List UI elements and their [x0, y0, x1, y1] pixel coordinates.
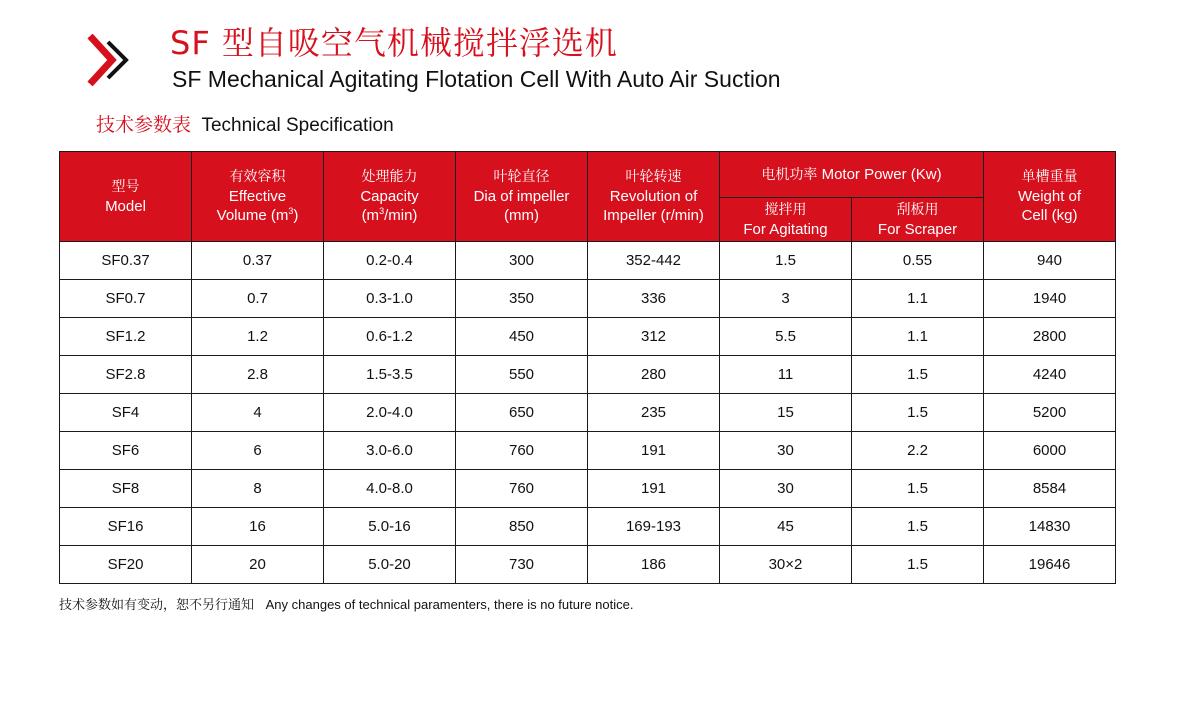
cell-scraper-power: 1.5 [852, 356, 984, 394]
header-volume: 有效容积 Effective Volume $(m^3)$ [192, 152, 324, 242]
cell-capacity: 0.2-0.4 [324, 242, 456, 280]
table-row [60, 546, 1116, 584]
header-capacity: 处理能力 Capacity $(m^3/\min)$ [324, 152, 456, 242]
footnote-chinese: 技术参数如有变动，恕不另行通知 [59, 598, 255, 613]
cell-impeller-dia: 300 [456, 242, 588, 280]
cell-model: SF8 [60, 470, 192, 508]
cell-revolution: 235 [588, 394, 720, 432]
spec-table [59, 151, 1116, 584]
cell-weight: 8584 [984, 470, 1116, 508]
cell-weight: 19646 [984, 546, 1116, 584]
cell-scraper-power: 1.5 [852, 546, 984, 584]
header-motor-power: 电机功率 Motor Power (Kw) [720, 152, 984, 198]
cell-model: SF0.7 [60, 280, 192, 318]
double-chevron-icon [86, 34, 132, 86]
section-title-chinese: 技术参数表 [96, 114, 192, 136]
cell-revolution: 191 [588, 470, 720, 508]
cell-capacity: 0.3-1.0 [324, 280, 456, 318]
cell-model: SF0.37 [60, 242, 192, 280]
cell-agitating-power: 30×2 [720, 546, 852, 584]
cell-impeller-dia: 550 [456, 356, 588, 394]
cell-impeller-dia: 850 [456, 508, 588, 546]
header-model: 型号 Model [60, 152, 192, 242]
page-title-chinese: SF 型自吸空气机械搅拌浮选机 [170, 24, 618, 62]
cell-scraper-power: 1.1 [852, 318, 984, 356]
cell-scraper-power: 0.55 [852, 242, 984, 280]
cell-agitating-power: 15 [720, 394, 852, 432]
cell-revolution: 336 [588, 280, 720, 318]
cell-revolution: 352-442 [588, 242, 720, 280]
cell-volume: 1.2 [192, 318, 324, 356]
table-row [60, 356, 1116, 394]
cell-volume: 2.8 [192, 356, 324, 394]
cell-impeller-dia: 650 [456, 394, 588, 432]
table-row [60, 280, 1116, 318]
cell-volume: 16 [192, 508, 324, 546]
cell-capacity: 5.0-20 [324, 546, 456, 584]
cell-impeller-dia: 730 [456, 546, 588, 584]
cell-agitating-power: 1.5 [720, 242, 852, 280]
cell-revolution: 280 [588, 356, 720, 394]
cell-weight: 1940 [984, 280, 1116, 318]
header-revolution: 叶轮转速 Revolution of Impeller (r/min) [588, 152, 720, 242]
section-title-english: Technical Specification [201, 115, 394, 136]
cell-model: SF20 [60, 546, 192, 584]
cell-agitating-power: 5.5 [720, 318, 852, 356]
cell-model: SF4 [60, 394, 192, 432]
cell-agitating-power: 11 [720, 356, 852, 394]
cell-capacity: 0.6-1.2 [324, 318, 456, 356]
cell-volume: 8 [192, 470, 324, 508]
cell-revolution: 312 [588, 318, 720, 356]
cell-model: SF16 [60, 508, 192, 546]
cell-revolution: 186 [588, 546, 720, 584]
cell-capacity: 2.0-4.0 [324, 394, 456, 432]
table-row [60, 470, 1116, 508]
spec-table-body [60, 242, 1116, 584]
cell-impeller-dia: 350 [456, 280, 588, 318]
cell-capacity: 5.0-16 [324, 508, 456, 546]
cell-agitating-power: 30 [720, 432, 852, 470]
cell-agitating-power: 45 [720, 508, 852, 546]
page-title-english: SF Mechanical Agitating Flotation Cell With Auto Air Suction [172, 66, 781, 92]
cell-impeller-dia: 760 [456, 432, 588, 470]
cell-scraper-power: 1.1 [852, 280, 984, 318]
cell-volume: 20 [192, 546, 324, 584]
cell-scraper-power: 1.5 [852, 508, 984, 546]
cell-weight: 5200 [984, 394, 1116, 432]
header-impeller-dia: 叶轮直径 Dia of impeller (mm) [456, 152, 588, 242]
cell-revolution: 191 [588, 432, 720, 470]
cell-agitating-power: 30 [720, 470, 852, 508]
footnote-english: Any changes of technical paramenters, there is no future notice. [265, 597, 634, 612]
cell-model: SF1.2 [60, 318, 192, 356]
cell-impeller-dia: 450 [456, 318, 588, 356]
table-row [60, 394, 1116, 432]
cell-revolution: 169-193 [588, 508, 720, 546]
table-row [60, 508, 1116, 546]
section-title [96, 110, 394, 137]
cell-capacity: 1.5-3.5 [324, 356, 456, 394]
cell-weight: 14830 [984, 508, 1116, 546]
cell-capacity: 4.0-8.0 [324, 470, 456, 508]
header-agitating: 搅拌用 For Agitating [720, 198, 852, 242]
cell-impeller-dia: 760 [456, 470, 588, 508]
cell-scraper-power: 1.5 [852, 394, 984, 432]
cell-capacity: 3.0-6.0 [324, 432, 456, 470]
cell-scraper-power: 1.5 [852, 470, 984, 508]
cell-scraper-power: 2.2 [852, 432, 984, 470]
cell-weight: 6000 [984, 432, 1116, 470]
table-row [60, 432, 1116, 470]
cell-model: SF2.8 [60, 356, 192, 394]
cell-weight: 4240 [984, 356, 1116, 394]
cell-volume: 0.37 [192, 242, 324, 280]
header-weight: 单槽重量 Weight of Cell (kg) [984, 152, 1116, 242]
cell-weight: 940 [984, 242, 1116, 280]
table-row [60, 318, 1116, 356]
cell-agitating-power: 3 [720, 280, 852, 318]
cell-weight: 2800 [984, 318, 1116, 356]
header-scraper: 刮板用 For Scraper [852, 198, 984, 242]
footnote [59, 594, 633, 613]
table-row [60, 242, 1116, 280]
cell-model: SF6 [60, 432, 192, 470]
cell-volume: 6 [192, 432, 324, 470]
cell-volume: 0.7 [192, 280, 324, 318]
cell-volume: 4 [192, 394, 324, 432]
